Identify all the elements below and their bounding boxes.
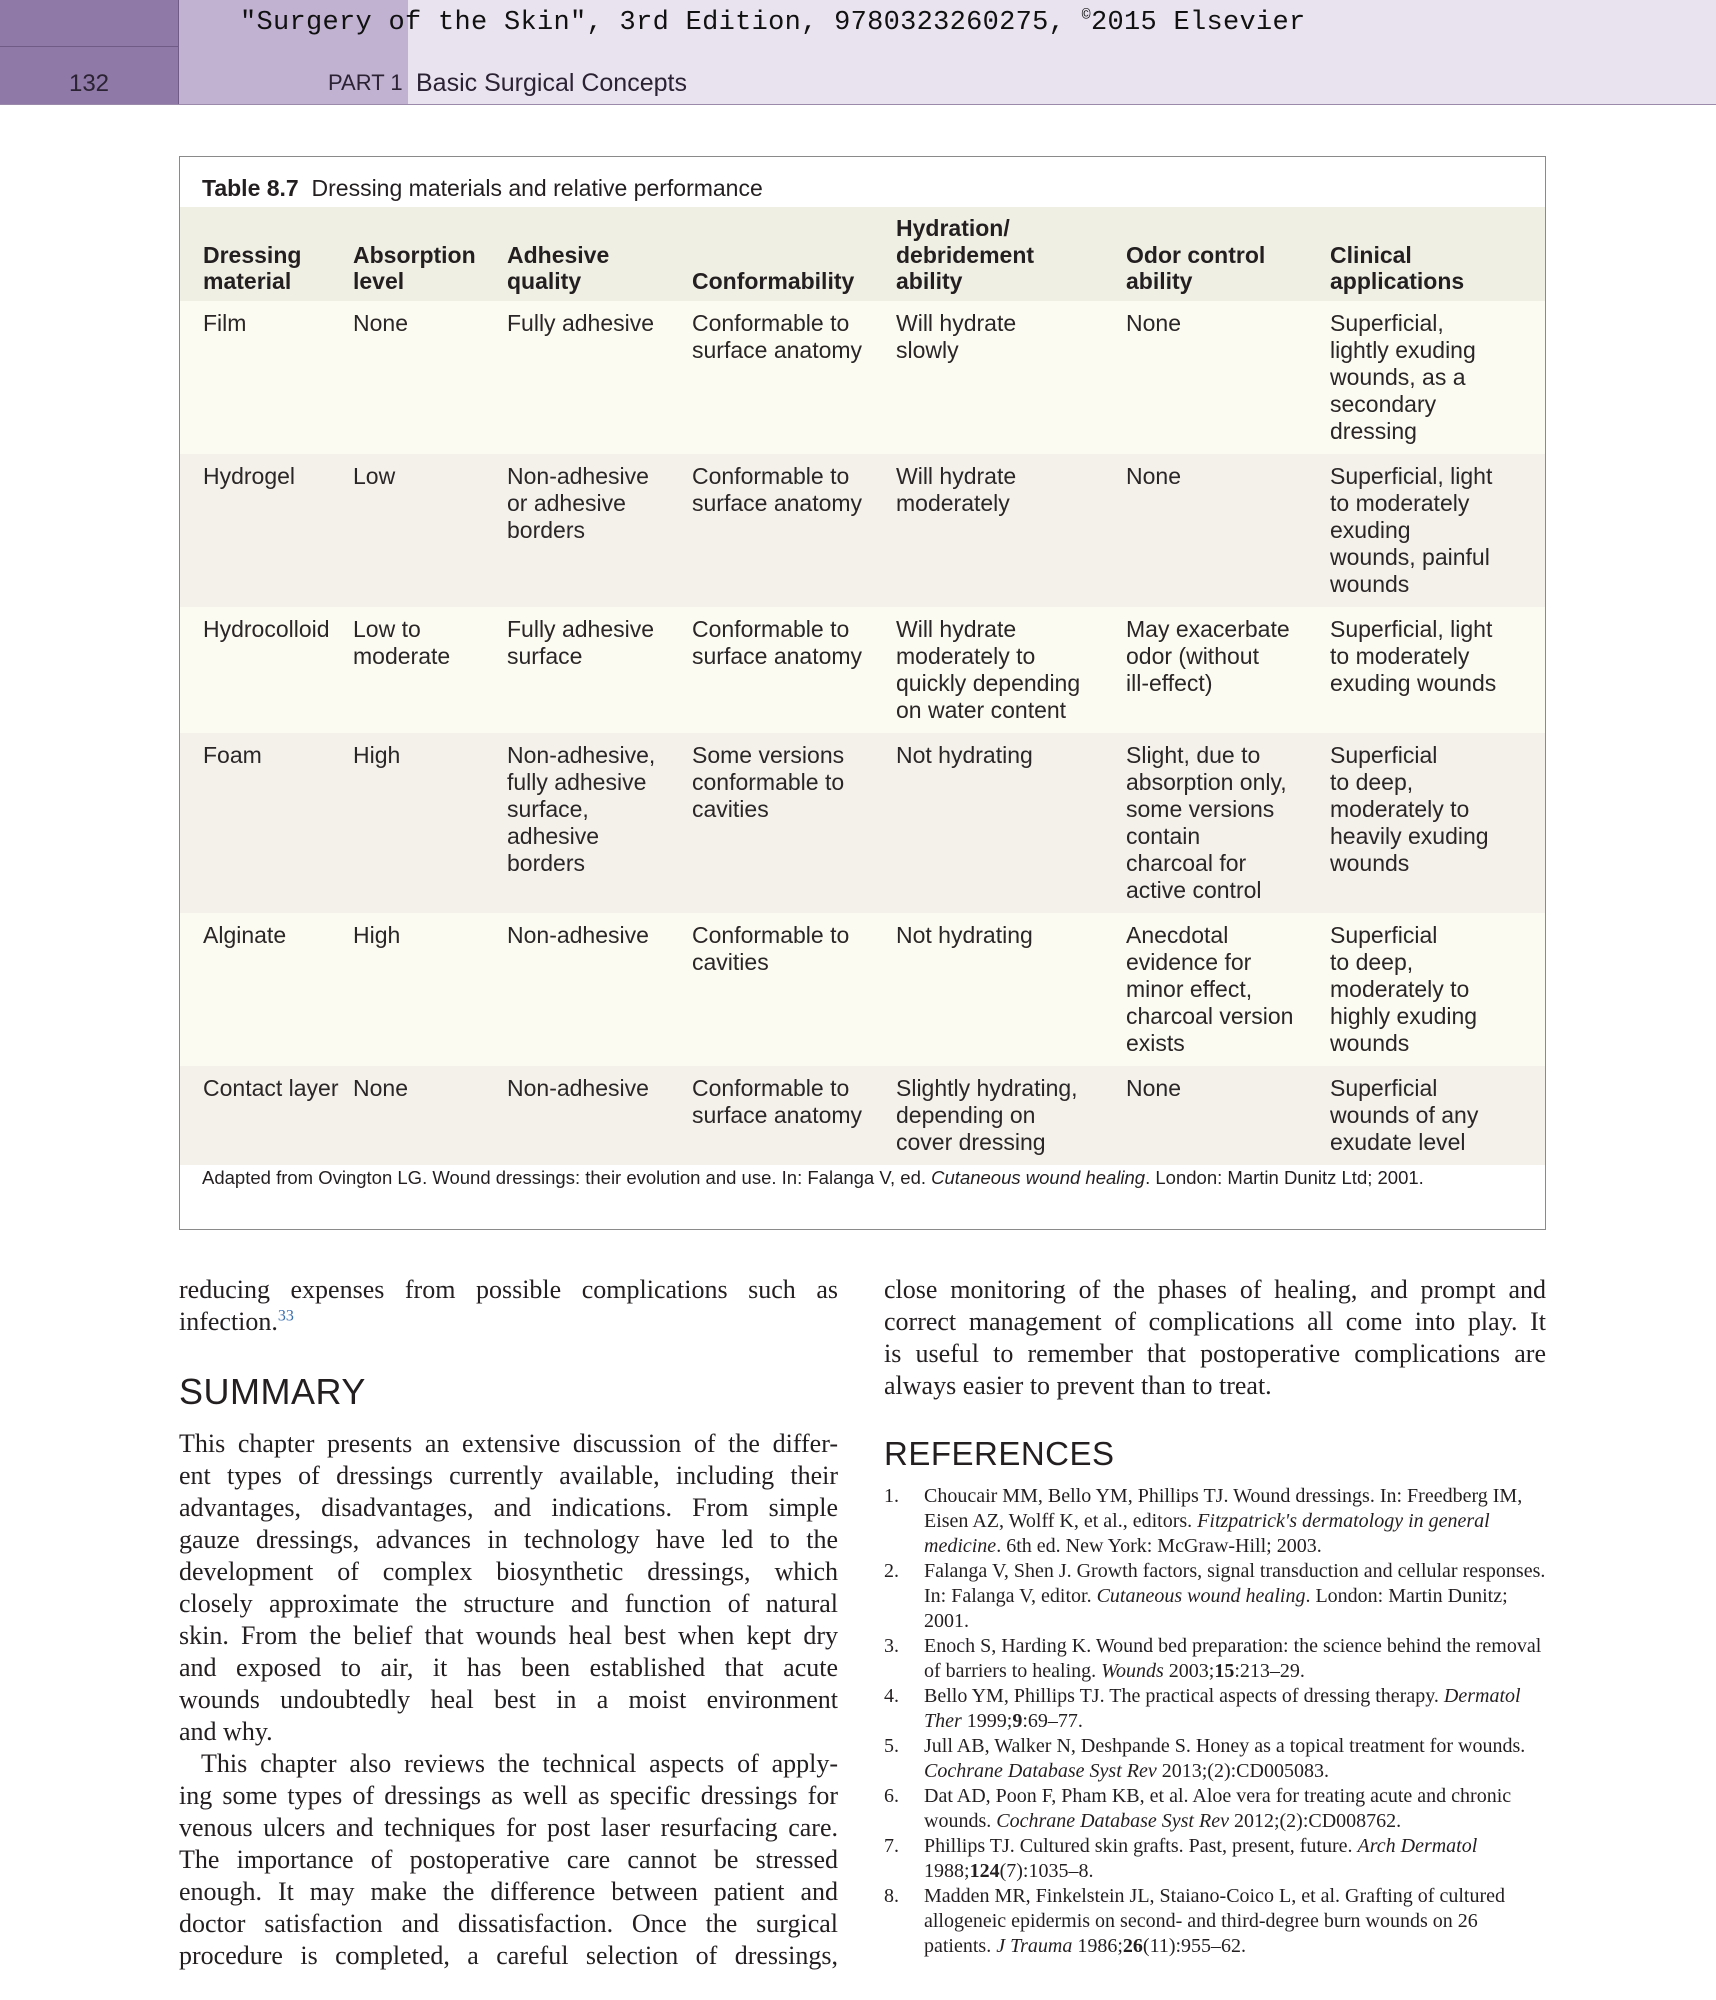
table-cell: Conformable to surface anatomy bbox=[692, 309, 863, 363]
table-cell: Anecdotal evidence for minor effect, charcoal version exists bbox=[1126, 921, 1294, 1056]
table-cell: Hydrocolloid bbox=[203, 615, 330, 642]
table-cell: Alginate bbox=[203, 921, 287, 948]
table-cell: None bbox=[1126, 1074, 1181, 1101]
reference-number: 4. bbox=[884, 1685, 899, 1707]
table-label: Table 8.7 bbox=[202, 175, 299, 201]
reference-text: Madden MR, Finkelstein JL, Staiano-Coico L, et al. Grafting of cultured allogeneic epidermis on second- and third-degree burn wounds on 26 patients. bbox=[924, 1885, 1505, 1957]
citation-reference: 33 bbox=[277, 1307, 294, 1325]
reference-text: Dat AD, Poon F, Pham KB, et al. Aloe vera for treating acute and chronic wounds. bbox=[924, 1785, 1512, 1832]
reference-number: 1. bbox=[884, 1485, 899, 1507]
reference-text: 2003; bbox=[1163, 1660, 1215, 1682]
journal-title: Dermatol Ther bbox=[924, 1685, 1521, 1732]
table-header-row bbox=[180, 207, 1545, 301]
table-cell: High bbox=[353, 921, 401, 948]
text-line: development of complex biosynthetic dressings, which bbox=[179, 1557, 838, 1586]
reference-list bbox=[884, 1484, 1546, 1959]
reference-text: . 6th ed. New York: McGraw-Hill; 2003. bbox=[996, 1535, 1322, 1557]
table-cell: Fully adhesive bbox=[507, 309, 655, 336]
reference-text: Choucair MM, Bello YM, Phillips TJ. Wound dressings. In: Freedberg IM, Eisen AZ, Wolff K, et al., editors. bbox=[924, 1485, 1523, 1532]
summary-heading: SUMMARY bbox=[179, 1371, 366, 1412]
reference-item bbox=[884, 1634, 1546, 1684]
text-line: ing some types of dressings as well as specific dressings for bbox=[179, 1781, 838, 1810]
reference-number: 6. bbox=[884, 1785, 899, 1807]
references-heading: REFERENCES bbox=[884, 1435, 1115, 1472]
text-line: advantages, disadvantages, and indications. From simple bbox=[179, 1493, 838, 1522]
reference-text: 1986; bbox=[1072, 1935, 1123, 1957]
intro-paragraph-end bbox=[179, 1274, 838, 1338]
reference-item bbox=[884, 1559, 1546, 1634]
table-body bbox=[180, 301, 1545, 1165]
text-line: ent types of dressings currently available, including their bbox=[179, 1461, 838, 1490]
reference-item bbox=[884, 1784, 1546, 1834]
table-cell: Some versions conformable to cavities bbox=[692, 741, 845, 822]
table-cell: Not hydrating bbox=[896, 741, 1033, 768]
table-cell: Conformable to surface anatomy bbox=[692, 615, 863, 669]
summary-paragraph-1 bbox=[179, 1428, 838, 1748]
text-line: is useful to remember that postoperative complications are bbox=[884, 1339, 1546, 1368]
table-row bbox=[180, 913, 1545, 1066]
reference-number: 7. bbox=[884, 1835, 899, 1857]
table-cell: None bbox=[1126, 462, 1181, 489]
journal-title: Cochrane Database Syst Rev bbox=[924, 1760, 1157, 1782]
text-line: closely approximate the structure and function of natural bbox=[179, 1589, 838, 1618]
table-cell: Non-adhesive bbox=[507, 1074, 649, 1101]
text-line: always easier to prevent than to treat. bbox=[884, 1371, 1272, 1400]
table-cell: Low bbox=[353, 462, 396, 489]
table-title: Dressing materials and relative performance bbox=[311, 175, 763, 201]
reference-text: :213–29. bbox=[1234, 1660, 1305, 1682]
table-cell: Non-adhesive bbox=[507, 921, 649, 948]
reference-text: 2012;(2):CD008762. bbox=[1228, 1810, 1402, 1832]
header-vertical-rule bbox=[178, 0, 179, 104]
table-cell: Conformable to surface anatomy bbox=[692, 462, 863, 516]
reference-text: . London: Martin Dunitz; 2001. bbox=[924, 1585, 1508, 1632]
table-cell: Slightly hydrating, depending on cover dressing bbox=[896, 1074, 1078, 1155]
part-label: PART 1 bbox=[328, 70, 403, 95]
reference-item bbox=[884, 1684, 1546, 1734]
journal-title: Cochrane Database Syst Rev bbox=[996, 1810, 1229, 1832]
text-line: This chapter presents an extensive discussion of the differ- bbox=[179, 1429, 838, 1458]
table-cell: Contact layer bbox=[203, 1074, 339, 1101]
reference-item bbox=[884, 1734, 1546, 1784]
text-line: The importance of postoperative care cannot be stressed bbox=[179, 1845, 838, 1874]
text-line: This chapter also reviews the technical aspects of apply- bbox=[201, 1749, 838, 1778]
table-cell: Superficial wounds of any exudate level bbox=[1330, 1074, 1479, 1155]
left-column bbox=[179, 1274, 838, 1972]
reference-text: Bello YM, Phillips TJ. The practical aspects of dressing therapy. bbox=[924, 1685, 1444, 1707]
table-cell: Superficial, light to moderately exuding wounds bbox=[1330, 615, 1497, 696]
text-line: and exposed to air, it has been established that acute bbox=[179, 1653, 838, 1682]
journal-title: Wounds bbox=[1101, 1660, 1164, 1682]
summary-paragraph-2 bbox=[179, 1748, 838, 1972]
reference-text: (7):1035–8. bbox=[999, 1860, 1094, 1882]
table-cell: Will hydrate moderately to quickly depending on water content bbox=[896, 615, 1081, 723]
reference-text: :69–77. bbox=[1022, 1710, 1083, 1732]
column-header: Adhesive quality bbox=[507, 241, 610, 294]
text-line: procedure is completed, a careful selection of dressings, bbox=[179, 1941, 838, 1970]
column-header: Hydration/ debridement ability bbox=[896, 215, 1035, 294]
table-cell: Conformable to cavities bbox=[692, 921, 850, 975]
text-line: skin. From the belief that wounds heal best when kept dry bbox=[179, 1621, 838, 1650]
reference-number: 3. bbox=[884, 1635, 899, 1657]
table-cell: Foam bbox=[203, 741, 262, 768]
table-cell: Slight, due to absorption only, some versions contain charcoal for active control bbox=[1126, 741, 1287, 903]
journal-title: Fitzpatrick's dermatology in general medicine bbox=[924, 1510, 1490, 1557]
reference-text: Phillips TJ. Cultured skin grafts. Past, present, future. bbox=[924, 1835, 1358, 1857]
table-row bbox=[180, 1066, 1545, 1165]
table-cell: Superficial, lightly exuding wounds, as a secondary dressing bbox=[1330, 309, 1476, 444]
table-header bbox=[180, 207, 1545, 301]
journal-title: J Trauma bbox=[996, 1935, 1073, 1957]
reference-item bbox=[884, 1884, 1546, 1959]
right-column bbox=[884, 1274, 1546, 1959]
table-cell: None bbox=[353, 1074, 408, 1101]
table-row bbox=[180, 454, 1545, 607]
column-header: Dressing material bbox=[203, 241, 302, 294]
part-title: Basic Surgical Concepts bbox=[416, 69, 687, 97]
reference-text: Enoch S, Harding K. Wound bed preparation: the science behind the removal of barriers to healing. bbox=[924, 1635, 1542, 1682]
table-cell: High bbox=[353, 741, 401, 768]
column-header: Clinical applications bbox=[1330, 241, 1465, 294]
table-cell: Conformable to surface anatomy bbox=[692, 1074, 863, 1128]
reference-item bbox=[884, 1484, 1546, 1559]
reference-text: 1988; bbox=[924, 1860, 970, 1882]
table-figure bbox=[179, 156, 1546, 1230]
table-cell: Non-adhesive, fully adhesive surface, adhesive borders bbox=[507, 741, 656, 876]
reference-number: 8. bbox=[884, 1885, 899, 1907]
reference-item bbox=[884, 1834, 1546, 1884]
volume-number: 124 bbox=[969, 1860, 1000, 1882]
text-line: venous ulcers and techniques for post laser resurfacing care. bbox=[179, 1813, 838, 1842]
table-cell: None bbox=[1126, 309, 1181, 336]
text-line: correct management of complications all come into play. It bbox=[884, 1307, 1546, 1336]
table-cell: Non-adhesive or adhesive borders bbox=[507, 462, 649, 543]
table-cell: Superficial to deep, moderately to highly exuding wounds bbox=[1330, 921, 1478, 1056]
table-cell: Will hydrate slowly bbox=[896, 309, 1017, 363]
reference-number: 5. bbox=[884, 1735, 899, 1757]
page-number: 132 bbox=[68, 70, 110, 97]
table-cell: Hydrogel bbox=[203, 462, 296, 489]
table-cell: None bbox=[353, 309, 408, 336]
text-line: enough. It may make the difference between patient and bbox=[179, 1877, 838, 1906]
table-row bbox=[180, 607, 1545, 733]
text-line: and why. bbox=[179, 1717, 273, 1746]
reference-text: 1999; bbox=[961, 1710, 1013, 1732]
table-source-note: Adapted from Ovington LG. Wound dressings: their evolution and use. In: Falanga V, ed. Cutaneous wound healing. London: Martin Dunitz Ltd; 2001. bbox=[202, 1167, 1424, 1188]
summary-paragraph-continued bbox=[884, 1274, 1546, 1402]
table-cell: Low to moderate bbox=[353, 615, 451, 669]
reference-text: Jull AB, Walker N, Deshpande S. Honey as a topical treatment for wounds. bbox=[924, 1735, 1526, 1757]
header-divider bbox=[0, 46, 178, 47]
table-cell: Fully adhesive surface bbox=[507, 615, 655, 669]
reference-text: 2013;(2):CD005083. bbox=[1156, 1760, 1329, 1782]
text-line: wounds undoubtedly heal best in a moist environment bbox=[179, 1685, 838, 1714]
table-row bbox=[180, 733, 1545, 913]
table-cell: Superficial, light to moderately exuding wounds, painful wounds bbox=[1330, 462, 1493, 597]
text-line: gauze dressings, advances in technology have led to the bbox=[179, 1525, 838, 1554]
table-cell: Not hydrating bbox=[896, 921, 1033, 948]
volume-number: 15 bbox=[1214, 1660, 1235, 1682]
journal-title: Arch Dermatol bbox=[1357, 1835, 1478, 1857]
journal-title: Cutaneous wound healing bbox=[1096, 1585, 1306, 1607]
table-cell: Film bbox=[203, 309, 247, 336]
table-row bbox=[180, 301, 1545, 454]
table-caption bbox=[202, 175, 763, 202]
table-cell: Will hydrate moderately bbox=[896, 462, 1017, 516]
reference-text: Falanga V, Shen J. Growth factors, signal transduction and cellular responses. In: Falanga V, editor. bbox=[924, 1560, 1546, 1607]
text-line: reducing expenses from possible complications such as bbox=[179, 1275, 838, 1304]
text-line: doctor satisfaction and dissatisfaction. Once the surgical bbox=[179, 1909, 838, 1938]
book-citation: "Surgery of the Skin", 3rd Edition, 9780323260275, ©2015 Elsevier bbox=[240, 7, 1306, 38]
table-cell: Superficial to deep, moderately to heavily exuding wounds bbox=[1330, 741, 1489, 876]
column-header: Odor control ability bbox=[1126, 241, 1266, 294]
volume-number: 9 bbox=[1012, 1710, 1023, 1732]
reference-number: 2. bbox=[884, 1560, 899, 1582]
text-line: close monitoring of the phases of healing, and prompt and bbox=[884, 1275, 1546, 1304]
dressing-materials-table bbox=[180, 207, 1545, 1165]
reference-text: (11):955–62. bbox=[1142, 1935, 1247, 1957]
text-line: infection.$^{33}$ bbox=[179, 1307, 294, 1336]
column-header: Absorption level bbox=[353, 241, 476, 294]
volume-number: 26 bbox=[1122, 1935, 1143, 1957]
column-header: Conformability bbox=[692, 268, 855, 294]
table-cell: May exacerbate odor (without ill-effect) bbox=[1126, 615, 1290, 696]
